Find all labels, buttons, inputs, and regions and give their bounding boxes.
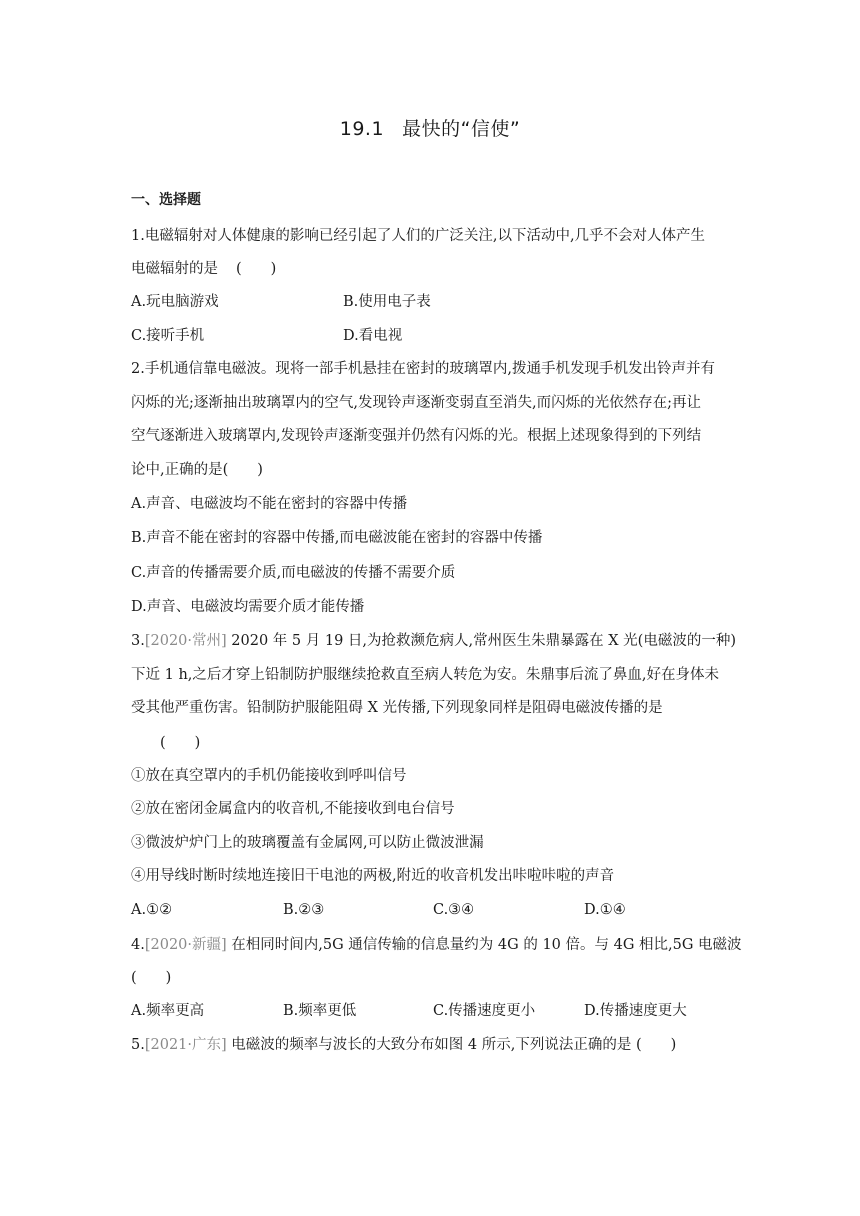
q5-stem-line-1: [131, 1035, 676, 1055]
q3-item-2: ②放在密闭金属盒内的收音机,不能接收到电台信号: [131, 801, 455, 817]
q4-option-c: C.传播速度更小: [433, 1003, 536, 1019]
section-number: 19.1: [339, 118, 385, 140]
section-heading: 一、选择题: [131, 192, 201, 208]
q2-option-b: B.声音不能在密封的容器中传播,而电磁波能在密封的容器中传播: [131, 530, 543, 546]
q2-option-d: D.声音、电磁波均需要介质才能传播: [131, 599, 365, 615]
q4-answer-paren: ( ): [131, 970, 172, 986]
q1-option-a: A.玩电脑游戏: [131, 294, 219, 310]
q2-option-c: C.声音的传播需要介质,而电磁波的传播不需要介质: [131, 565, 456, 581]
q4-option-d: D.传播速度更大: [584, 1003, 687, 1019]
q2-option-a: A.声音、电磁波均不能在密封的容器中传播: [131, 496, 408, 512]
q2-stem-line-1: 2.手机通信靠电磁波。现将一部手机悬挂在密封的玻璃罩内,拨通手机发现手机发出铃声并有: [131, 361, 715, 377]
q5-stem-text: 电磁波的频率与波长的大致分布如图 4 所示,下列说法正确的是 ( ): [226, 1037, 677, 1053]
q1-answer-paren: ( ): [236, 261, 277, 277]
title-text: 最快的“信使”: [402, 118, 521, 140]
q3-source-tag: [2020·常州]: [144, 633, 227, 649]
q3-item-3: ③微波炉炉门上的玻璃覆盖有金属网,可以防止微波泄漏: [131, 835, 484, 851]
q3-option-c: C.③④: [433, 902, 475, 918]
q3-number: 3.: [131, 633, 145, 649]
q1-stem-text: 电磁辐射的是: [131, 261, 218, 277]
q1-option-c: C.接听手机: [131, 328, 205, 344]
q1-option-b: B.使用电子表: [343, 294, 431, 310]
q3-stem-line-3: 受其他严重伤害。铅制防护服能阻碍 X 光传播,下列现象同样是阻碍电磁波传播的是: [131, 700, 663, 716]
q4-source-tag: [2020·新疆]: [144, 937, 227, 953]
q3-option-b: B.②③: [283, 902, 325, 918]
page-title: [0, 114, 860, 141]
q5-source-tag: [2021·广东]: [144, 1037, 227, 1053]
q1-option-d: D.看电视: [343, 328, 403, 344]
q4-option-a: A.频率更高: [131, 1003, 205, 1019]
q1-stem-line-2: [131, 259, 276, 279]
q2-stem-line-4: 论中,正确的是( ): [131, 462, 263, 478]
q4-option-b: B.频率更低: [283, 1003, 357, 1019]
q2-stem-line-2: 闪烁的光;逐渐抽出玻璃罩内的空气,发现铃声逐渐变弱直至消失,而闪烁的光依然存在;再让: [131, 395, 701, 411]
q2-stem-line-3: 空气逐渐进入玻璃罩内,发现铃声逐渐变强并仍然有闪烁的光。根据上述现象得到的下列结: [131, 428, 702, 444]
q3-stem-line-2: 下近 1 h,之后才穿上铅制防护服继续抢救直至病人转危为安。朱鼎事后流了鼻血,好在身体未: [131, 667, 719, 683]
q4-stem-text: 在相同时间内,5G 通信传输的信息量约为 4G 的 10 倍。与 4G 相比,5G 电磁波: [226, 937, 742, 953]
q3-item-4: ④用导线时断时续地连接旧干电池的两极,附近的收音机发出咔啦咔啦的声音: [131, 868, 615, 884]
q3-item-1: ①放在真空罩内的手机仍能接收到呼叫信号: [131, 768, 407, 784]
q3-option-a: A.①②: [131, 902, 173, 918]
q4-number: 4.: [131, 937, 145, 953]
q4-stem-line-1: [131, 935, 742, 955]
q1-stem-line-1: 1.电磁辐射对人体健康的影响已经引起了人们的广泛关注,以下活动中,几乎不会对人体产生: [131, 228, 706, 244]
q3-answer-paren: ( ): [160, 735, 201, 751]
q3-stem-line-1: [131, 631, 736, 651]
q5-number: 5.: [131, 1037, 145, 1053]
q3-option-d: D.①④: [584, 902, 626, 918]
q3-stem-text: 2020 年 5 月 19 日,为抢救濒危病人,常州医生朱鼎暴露在 X 光(电磁波的一种): [226, 633, 736, 649]
